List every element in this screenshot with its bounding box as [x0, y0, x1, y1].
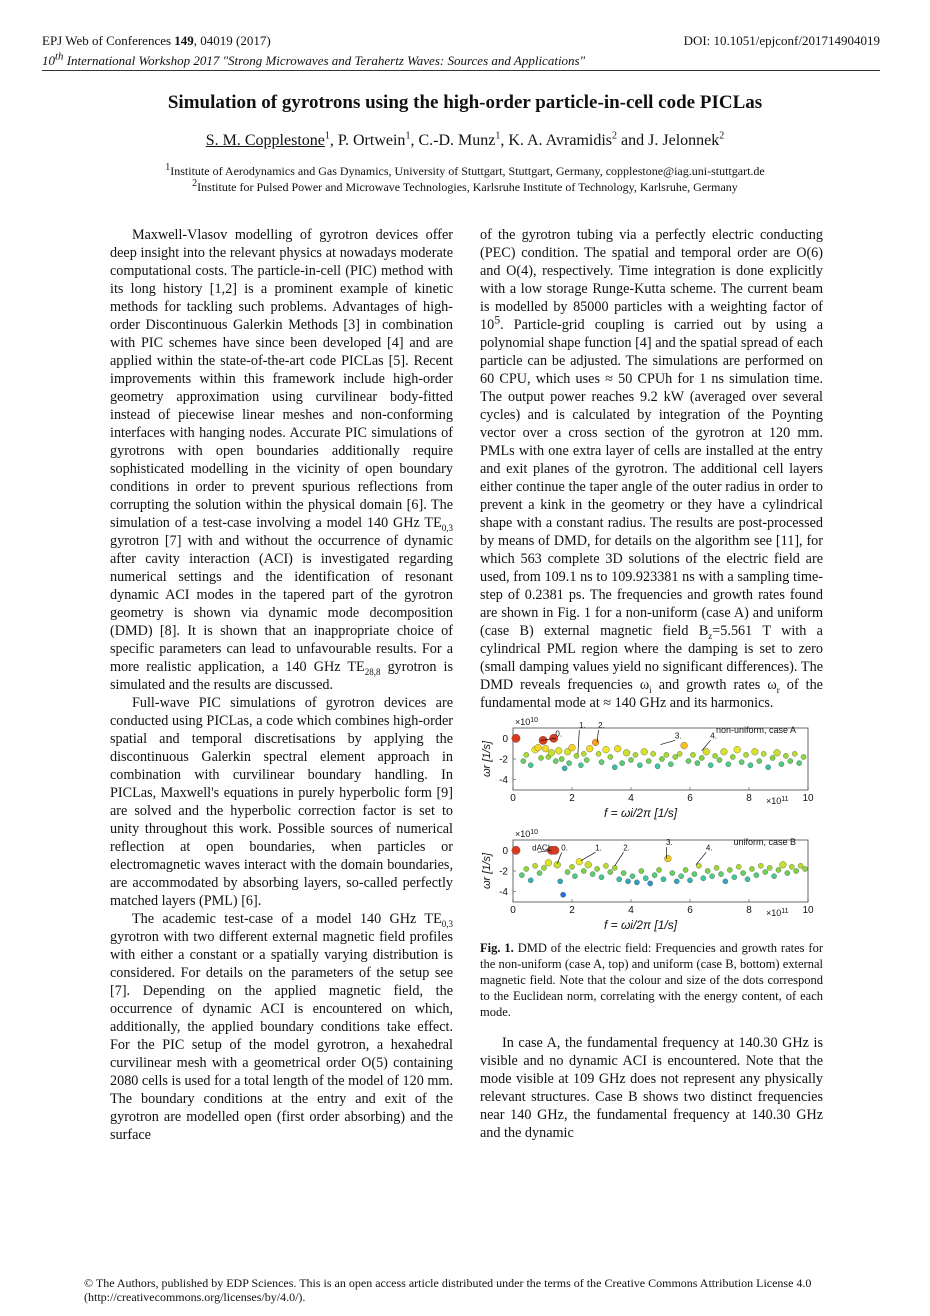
data-point — [519, 873, 524, 878]
data-point — [788, 758, 793, 763]
x-tick-label: 0 — [510, 793, 516, 804]
data-point — [745, 877, 750, 882]
x-tick-label: 8 — [746, 793, 752, 804]
x-axis-label: f = ωi/2π [1/s] — [603, 918, 678, 932]
data-point — [596, 751, 601, 756]
data-point — [651, 751, 656, 756]
data-point — [683, 867, 688, 872]
data-point — [701, 876, 706, 881]
point-annotation: 4. — [710, 731, 717, 741]
data-point — [730, 754, 735, 759]
data-point — [797, 761, 802, 766]
body-paragraph: The academic test-case of a model 140 GHz $TE_{0,3}$ gyrotron with two different external magnetic field profiles with either a constant or a spatially varying distribution is considered. For details on the parameters of the setup see [7]. Depending on the applied magnetic field, the occurrence of dynamic ACI is encountered on which, additionally, the applied boundary conditions take effect. For the PIC setup of the model gyrotron, a hexahedral curvilinear mesh with a geometrical order O(5) containing 2080 cells is used for a total length of the model of 120 mm. The boundary conditions at the entry and exit of the gyrotron are modelled open (first order absorbing) and the surface — [110, 911, 453, 1143]
data-point — [674, 879, 679, 884]
data-point — [692, 872, 697, 877]
x-tick-label: 2 — [569, 905, 575, 916]
data-point — [551, 846, 559, 854]
data-point — [528, 878, 533, 883]
panel-title: non-uniform, case A — [715, 725, 796, 735]
data-point — [721, 748, 728, 755]
y-exponent: $\times 10^{10}$ — [515, 717, 539, 727]
data-point — [643, 876, 648, 881]
affiliation-2: $^2$Institute for Pulsed Power and Microwave Technologies, Karlsruhe Institute of Technology, Karlsruhe, Germany — [192, 178, 738, 194]
point-annotation: 2. — [623, 843, 630, 853]
x-tick-label: 10 — [802, 793, 814, 804]
data-point — [754, 873, 759, 878]
data-point — [661, 877, 666, 882]
data-point — [576, 858, 583, 865]
license-footer: © The Authors, published by EDP Sciences. This is an open access article distributed under the terms of the Creative Commons Attribution License 4.0 (http://creativecommons.org/licenses/by/4.0/). — [84, 1276, 812, 1304]
y-axis-label: ωr [1/s] — [481, 740, 493, 778]
author: P. Ortwein — [337, 132, 406, 149]
data-point — [659, 756, 664, 761]
data-point — [617, 877, 622, 882]
data-point — [739, 760, 744, 765]
data-point — [710, 874, 715, 879]
left-column — [110, 226, 453, 1144]
data-point — [630, 874, 635, 879]
author: J. Jelonnek — [648, 132, 720, 149]
data-point — [726, 762, 731, 767]
annotation-arrow — [661, 740, 676, 744]
data-point — [521, 758, 526, 763]
data-point — [542, 745, 549, 752]
data-point — [677, 751, 682, 756]
point-annotation: 1. — [578, 721, 586, 730]
data-point — [763, 869, 768, 874]
data-point — [736, 864, 741, 869]
y-tick-label: -2 — [499, 754, 508, 766]
running-header-workshop: 10th International Workshop 2017 "Strong Microwaves and Terahertz Waves: Sources and Applications" — [42, 50, 586, 68]
data-point — [801, 754, 806, 759]
data-point — [727, 867, 732, 872]
data-point — [603, 863, 608, 868]
data-point — [798, 863, 803, 868]
body-paragraph: of the gyrotron tubing via a perfectly electric conducting (PEC) condition. The spatial and temporal order are O(6) and O(4), respectively. Time integration is done explicitly with a low storage Runge-Kutta scheme. The current beam is modelled by 85000 particles with a weighting factor of $10^5$. Particle-grid coupling is carried out by using a polynomial shape function [4] and the spatial spread of each particle can be adjusted. The simulations are performed on 60 CPU, which uses ≈ 50 CPUh for 1 ns simulation time. The output power reaches 9.2 kW (averaged over several cycles) and is calculated by integration of the Poynting vector over a cross section of the gyrotron at 120 mm. PMLs with one extra layer of cells are installed at the entry and exit planes of the gyrotron. The additional cell layers either continue the taper angle of the outer radius in order to prevent a kink in the geometry or they have a cylindrical shape with a constant radius. The results are post-processed by means of DMD, for details on the algorithm see [11], for which 563 complete 3D solutions of the electric field are used, from 109.1 ns to 109.923381 ns with a sampling time-step of 0.2381 ps. The frequencies and growth rates found are shown in Fig. 1 for a non-uniform (case A) and uniform (case B) external magnetic field $B_z=5.561$ T with a cylindrical PML region where the damping is set to zero (small damping values yield no significant differences). The DMD reveals frequencies $\omega_i$ and growth rates $\omega_r$ of the fundamental mode at ≈ 140 GHz and its harmonics. — [480, 227, 823, 711]
x-tick-label: 6 — [687, 905, 693, 916]
data-point — [668, 762, 673, 767]
data-point — [608, 754, 613, 759]
data-point — [559, 756, 564, 761]
data-point — [679, 874, 684, 879]
data-point — [748, 763, 753, 768]
data-point — [656, 867, 661, 872]
data-point — [802, 866, 807, 871]
data-point — [646, 758, 651, 763]
right-column — [480, 226, 823, 1142]
data-point — [699, 755, 704, 760]
journal-volume: 149 — [174, 33, 194, 48]
y-tick-label: -2 — [499, 866, 508, 878]
panel-title: uniform, case B — [733, 837, 796, 847]
data-point — [554, 861, 561, 868]
data-point — [686, 758, 691, 763]
point-annotation: 0. — [555, 729, 563, 739]
data-point — [652, 873, 657, 878]
data-point — [690, 752, 695, 757]
data-point — [537, 870, 542, 875]
point-annotation: 0. — [561, 843, 568, 853]
data-point — [603, 746, 610, 753]
data-point — [705, 868, 710, 873]
data-point — [637, 763, 642, 768]
data-point — [548, 749, 555, 756]
data-point — [561, 892, 566, 897]
data-point — [732, 875, 737, 880]
y-axis-label: ωr [1/s] — [481, 852, 493, 890]
data-point — [633, 752, 638, 757]
data-point — [681, 742, 688, 749]
data-point — [628, 757, 633, 762]
data-point — [524, 866, 529, 871]
data-point — [718, 872, 723, 877]
data-point — [794, 868, 799, 873]
data-point — [771, 874, 776, 879]
data-point — [639, 868, 644, 873]
data-point — [566, 761, 571, 766]
point-annotation: 3. — [666, 838, 673, 848]
data-point — [734, 746, 741, 753]
y-tick-label: 0 — [502, 845, 508, 857]
data-point — [572, 874, 577, 879]
x-tick-label: 4 — [628, 793, 634, 804]
data-point — [655, 764, 660, 769]
data-point — [620, 761, 625, 766]
data-point — [590, 872, 595, 877]
annotation-arrow — [578, 730, 579, 754]
x-axis-label: f = ωi/2π [1/s] — [603, 806, 678, 820]
data-point — [574, 753, 579, 758]
data-point — [703, 748, 710, 755]
running-header-doi[interactable]: DOI: 10.1051/epjconf/201714904019 — [683, 33, 880, 48]
data-point — [664, 855, 671, 862]
data-point — [545, 859, 552, 866]
data-point — [614, 745, 621, 752]
data-point — [670, 870, 675, 875]
data-point — [717, 757, 722, 762]
running-header-journal: EPJ Web of Conferences 149, 04019 (2017) — [42, 33, 271, 48]
x-exponent: $\times 10^{11}$ — [766, 908, 789, 918]
data-point — [528, 763, 533, 768]
x-tick-label: 6 — [687, 793, 693, 804]
data-point — [776, 867, 781, 872]
data-point — [535, 744, 542, 751]
data-point — [708, 763, 713, 768]
data-point — [592, 739, 599, 746]
data-point — [757, 758, 762, 763]
point-annotation: dACI — [532, 843, 550, 853]
data-point — [533, 863, 538, 868]
point-annotation: 1. — [595, 843, 602, 853]
point-annotation: 2. — [598, 721, 605, 730]
data-point — [586, 745, 593, 752]
data-point — [687, 878, 692, 883]
data-point — [541, 865, 546, 870]
y-exponent: $\times 10^{10}$ — [515, 829, 539, 839]
data-point — [512, 734, 520, 742]
data-point — [608, 869, 613, 874]
data-point — [741, 870, 746, 875]
data-point — [766, 765, 771, 770]
data-point — [584, 757, 589, 762]
data-point — [581, 868, 586, 873]
figure-caption: Fig. 1. DMD of the electric field: Frequencies and growth rates for the non-uniform (case A, top) and uniform (case B, bottom) external magnetic field. Note that the colour and size of the dots correspond to the Euclidean norm, correlating with the energy content, of each mode. — [480, 941, 823, 1019]
data-point — [749, 866, 754, 871]
data-point — [562, 766, 567, 771]
data-point — [780, 861, 787, 868]
data-point — [767, 865, 772, 870]
data-point — [712, 753, 717, 758]
data-point — [723, 879, 728, 884]
point-annotation: 3. — [674, 731, 682, 741]
annotation-arrow — [615, 852, 624, 866]
data-point — [743, 752, 748, 757]
data-point — [569, 744, 576, 751]
data-point — [578, 763, 583, 768]
data-point — [783, 753, 788, 758]
data-point — [612, 865, 617, 870]
x-tick-label: 8 — [746, 905, 752, 916]
data-point — [758, 863, 763, 868]
data-point — [612, 765, 617, 770]
data-point — [634, 880, 639, 885]
body-paragraph: In case A, the fundamental frequency at 140.30 GHz is visible and no dynamic ACI is encountered. Note that the mode visible at 109 GHz does not represent any physically relevant structures. Case B shows two distinct frequencies near 140 GHz, the fundamental frequency at 140.30 GHz and the dynamic — [480, 1035, 823, 1141]
figure-1-dmd-plot — [480, 714, 823, 936]
author: K. A. Avramidis — [508, 132, 613, 149]
data-point — [785, 870, 790, 875]
x-tick-label: 10 — [802, 905, 814, 916]
annotation-arrow — [581, 852, 596, 860]
data-point — [792, 751, 797, 756]
data-point — [789, 864, 794, 869]
data-point — [761, 751, 766, 756]
y-tick-label: -4 — [499, 887, 508, 899]
data-point — [569, 864, 574, 869]
x-tick-label: 2 — [569, 793, 575, 804]
x-exponent: $\times 10^{11}$ — [766, 796, 789, 806]
y-tick-label: 0 — [502, 733, 508, 745]
body-paragraph: Maxwell-Vlasov modelling of gyrotron devices offer deep insight into the relevant physics at nowadays moderate computational costs. The particle-in-cell (PIC) method with its long history [1,2] is a prominent example of kinetic methods for tackling such problems. Advantages of high-order Discontinuous Galerkin Methods [3] in combination with PIC schemes have since been developed [4] and are applied within the state-of-the-art code PICLas [5]. Recent improvements within this framework include high-order geometry approximation using curvilinear body-fitted instead of piecewise linear meshes and non-conforming interfaces with hanging nodes. Accurate PIC simulations of gyrotrons with open boundaries additionally require sophisticated modelling in the vicinity of open boundary conditions in order to prevent spurious reflections from corrupting the solution within the physical domain [6]. The simulation of a test-case involving a model 140 GHz $TE_{0,3}$ gyrotron [7] with and without the occurrence of dynamic after cavity interaction (ACI) is investigated regarding numerical settings and the identification of resonant dynamic ACI modes in the tapered part of the gyrotron geometry is shown via dynamic mode decomposition (DMD) [8]. It is shown that an inappropriate choice of specific parameters can lead to unfavourable results. For a more realistic application, a 140 GHz $TE_{28,8}$ gyrotron is simulated and the results are discussed. — [110, 227, 454, 693]
data-point — [714, 865, 719, 870]
data-point — [565, 869, 570, 874]
data-point — [599, 760, 604, 765]
y-tick-label: -4 — [499, 775, 508, 787]
annotation-arrow — [696, 852, 706, 864]
data-point — [641, 748, 648, 755]
body-paragraph: Full-wave PIC simulations of gyrotron devices are conducted using PICLas, a code which combines high-order spatial and temporal discretisations by applying the discontinuous Galerkin spectral element approach in combination with curvilinear boundary handling. In PICLas, Maxwell's equations in purely hyperbolic form [9] are solved and the hyperbolic correction factor is set to unity throughout this work. Possible sources of numerical reflection at open boundaries, when particles or electromagnetic waves interact with the domain boundaries, are accommodated by absorbing layers, so-called perfectly matched layers (PML) [6]. — [110, 695, 453, 909]
data-point — [555, 747, 562, 754]
data-point — [553, 758, 558, 763]
data-point — [625, 879, 630, 884]
data-point — [585, 861, 592, 868]
header-rule — [42, 70, 880, 71]
data-point — [594, 866, 599, 871]
data-point — [558, 879, 563, 884]
data-point — [599, 875, 604, 880]
data-point — [621, 870, 626, 875]
data-point — [664, 752, 669, 757]
data-point — [623, 749, 630, 756]
author-list: S. M. Copplestone$^1$, P. Ortwein$^1$, C.-D. Munz$^1$, K. A. Avramidis$^2$ and J. Jelonnek$^2$ — [205, 130, 725, 149]
data-point — [779, 762, 784, 767]
data-point — [512, 846, 520, 854]
data-point — [581, 751, 586, 756]
data-point — [673, 754, 678, 759]
point-annotation: 4. — [705, 843, 713, 853]
author-corresponding[interactable]: S. M. Copplestone — [205, 132, 325, 149]
paper-title: Simulation of gyrotrons using the high-order particle-in-cell code PICLas — [167, 92, 763, 113]
x-tick-label: 4 — [628, 905, 634, 916]
data-point — [774, 749, 781, 756]
data-point — [752, 748, 759, 755]
data-point — [524, 752, 529, 757]
dmd-panel-case-b — [512, 840, 808, 902]
data-point — [695, 761, 700, 766]
x-tick-label: 0 — [510, 905, 516, 916]
affiliation-1: $^1$Institute of Aerodynamics and Gas Dynamics, University of Stuttgart, Stuttgart, Germany, copplestone@iag.uni-stuttgart.de — [165, 162, 765, 178]
data-point — [696, 863, 701, 868]
author: C.-D. Munz — [418, 132, 496, 149]
data-point — [648, 881, 653, 886]
data-point — [770, 755, 775, 760]
data-point — [538, 755, 543, 760]
